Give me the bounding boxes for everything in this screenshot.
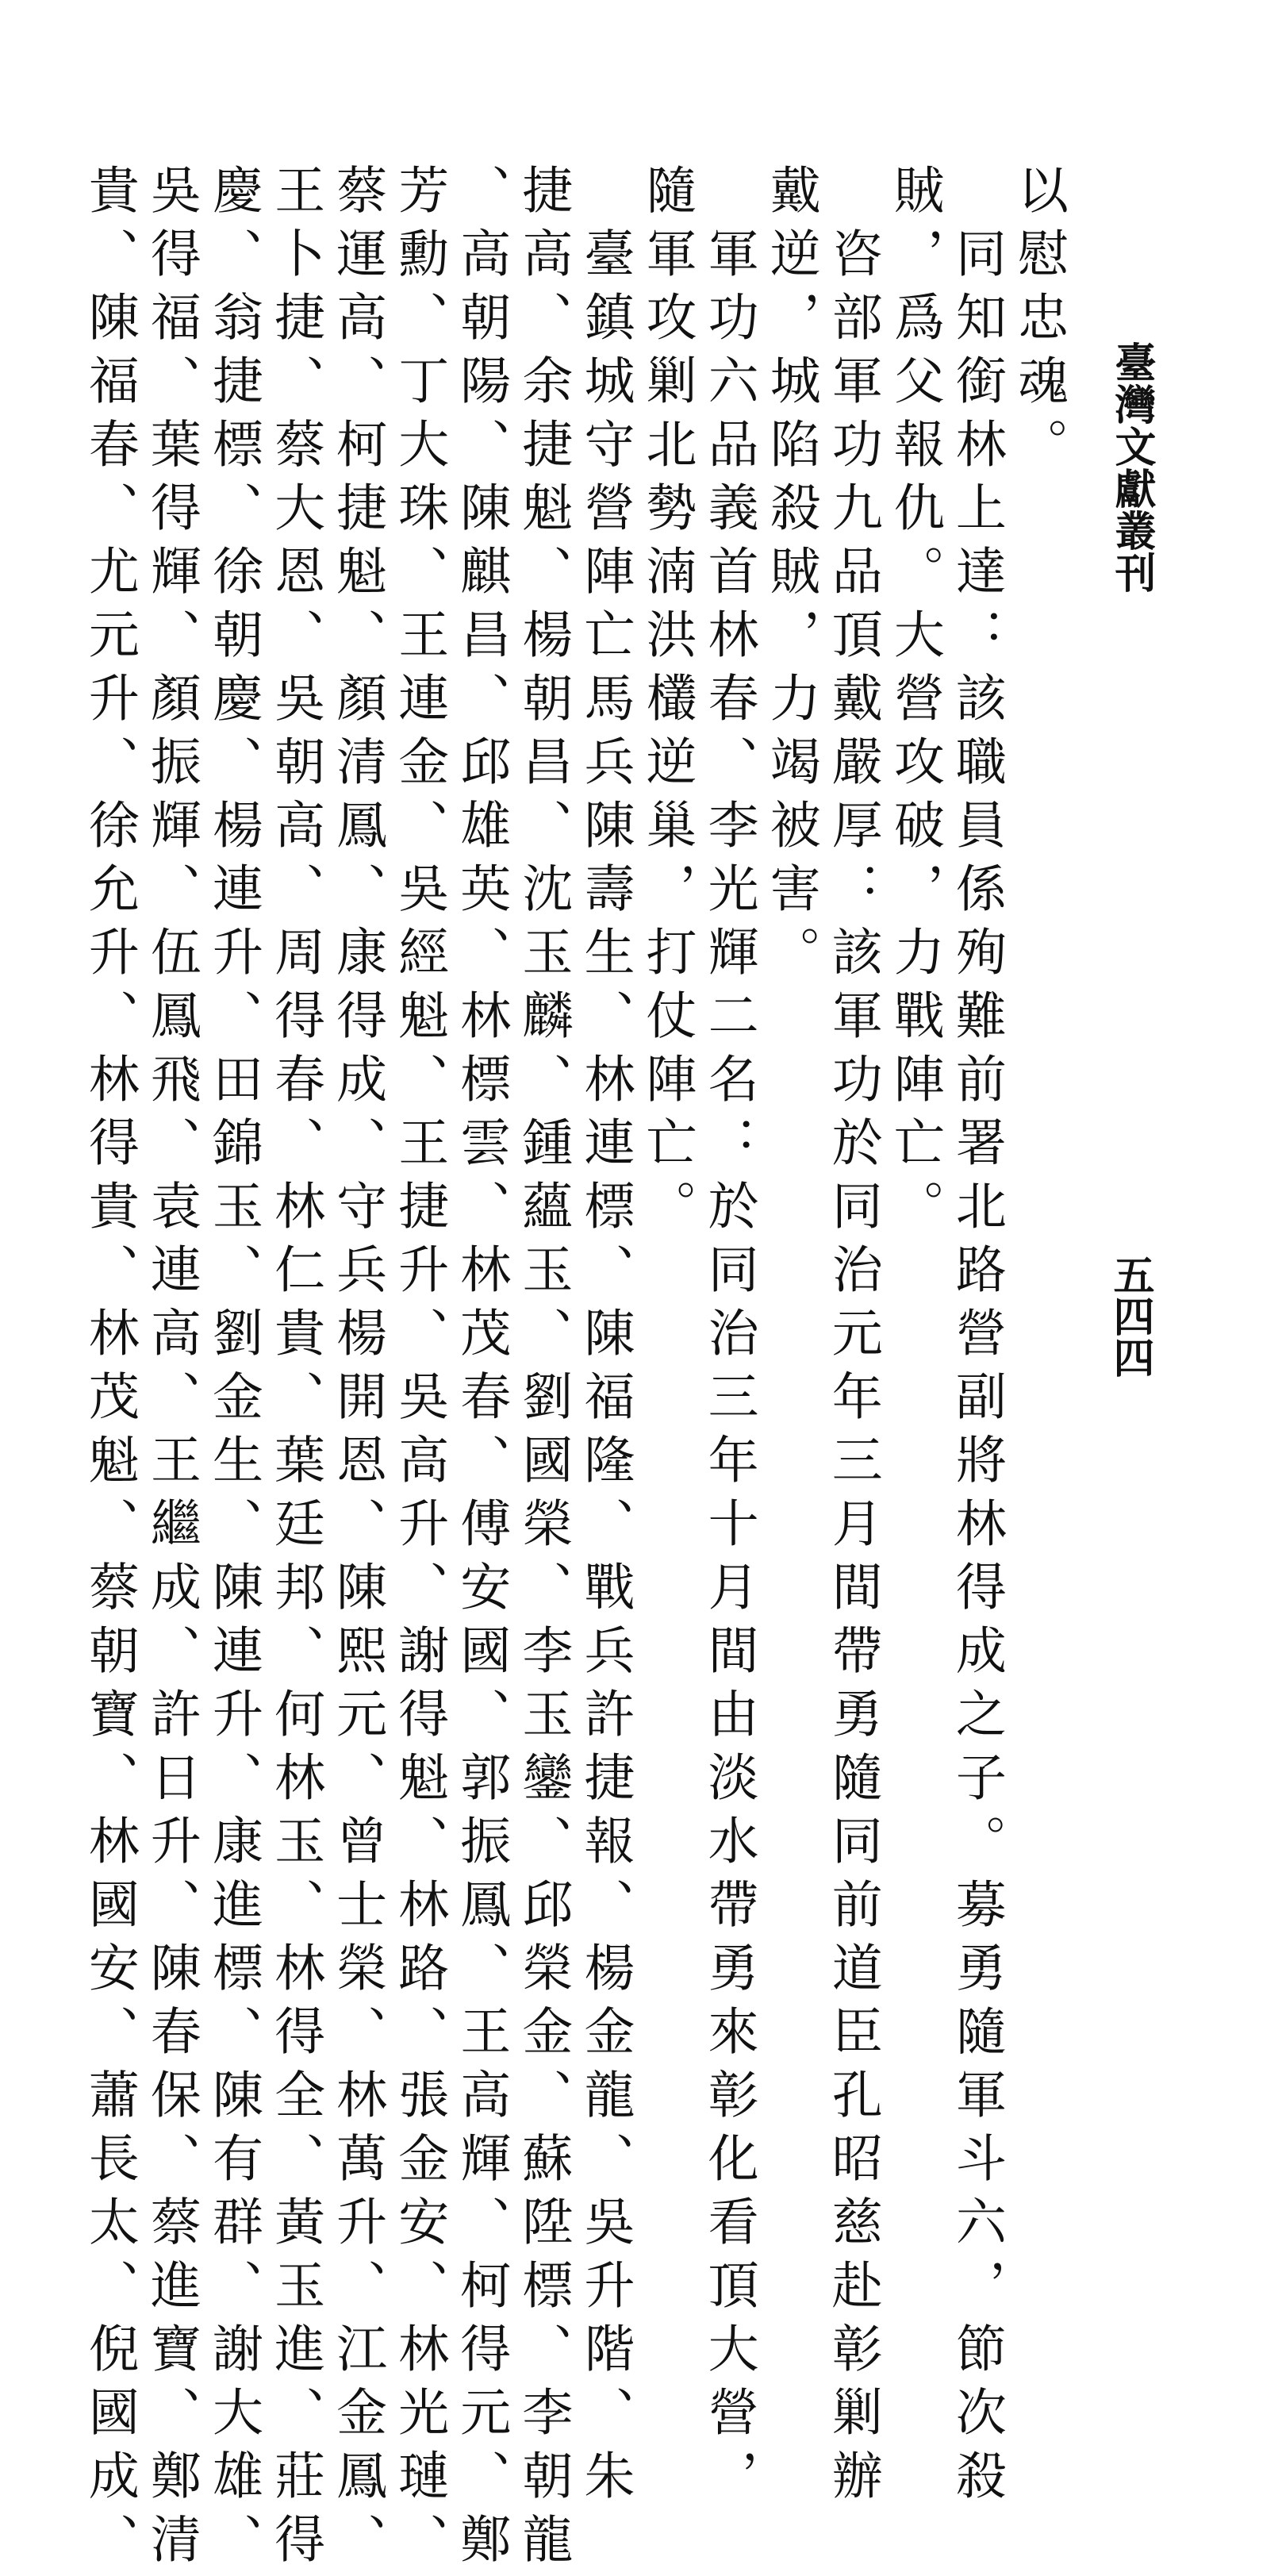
text-column: 軍功六品義首林春、李光輝二名：於同治三年十月間由淡水帶勇來彰化看頂大營， [699,163,758,2513]
text-column: 隨軍攻剿北勢湳洪欉逆巢，打仗陣亡。 [637,163,697,1243]
text-column: 以慰忠魂。 [1009,163,1068,481]
running-title: 臺灣文獻叢刊 [1107,341,1156,594]
text-column: 貴、陳福春、尤元升、徐允升、林得貴、林茂魁、蔡朝寶、林國安、蕭長太、倪國成、 [79,163,139,2576]
text-column: 臺鎮城守營陣亡馬兵陳壽生、林連標、陳福隆、戰兵許捷報、楊金龍、吳升階、朱 [575,163,635,2513]
text-column: 慶、翁捷標、徐朝慶、楊連升、田錦玉、劉金生、陳連升、康進標、陳有群、謝大雄、 [203,163,263,2576]
text-column: 、高朝陽、陳麒昌、邱雄英、林標雲、林茂春、傅安國、郭振鳳、王高輝、柯得元、鄭 [451,163,511,2576]
body-text [79,163,1069,2576]
text-column: 戴逆，城陷殺賊，力竭被害。 [761,163,820,989]
text-column: 賊，爲父報仇。大營攻破，力戰陣亡。 [885,163,944,1243]
page-number: 五四四 [1106,1254,1154,1378]
text-column: 捷高、余捷魁、楊朝昌、沈玉麟、鍾蘊玉、劉國榮、李玉鑾、邱榮金、蘇陞標、李朝龍 [513,163,573,2576]
text-column: 咨部軍功九品頂戴嚴厚：該軍功於同治元年三月間帶勇隨同前道臣孔昭慈赴彰剿辦 [823,163,882,2513]
text-column: 同知銜林上達：該職員係殉難前署北路營副將林得成之子。募勇隨軍斗六，節次殺 [946,163,1006,2513]
text-column: 吳得福、葉得輝、顏振輝、伍鳳飛、袁連高、王繼成、許日升、陳春保、蔡進寶、鄭清 [141,163,201,2576]
text-column: 芳勳、丁大珠、王連金、吳經魁、王捷升、吳高升、謝得魁、林路、張金安、林光璉、 [390,163,449,2576]
text-column: 王卜捷、蔡大恩、吳朝高、周得春、林仁貴、葉廷邦、何林玉、林得全、黃玉進、莊得 [266,163,325,2576]
text-column: 蔡運高、柯捷魁、顏清鳳、康得成、守兵楊開恩、陳熙元、曾士榮、林萬升、江金鳳、 [328,163,387,2576]
